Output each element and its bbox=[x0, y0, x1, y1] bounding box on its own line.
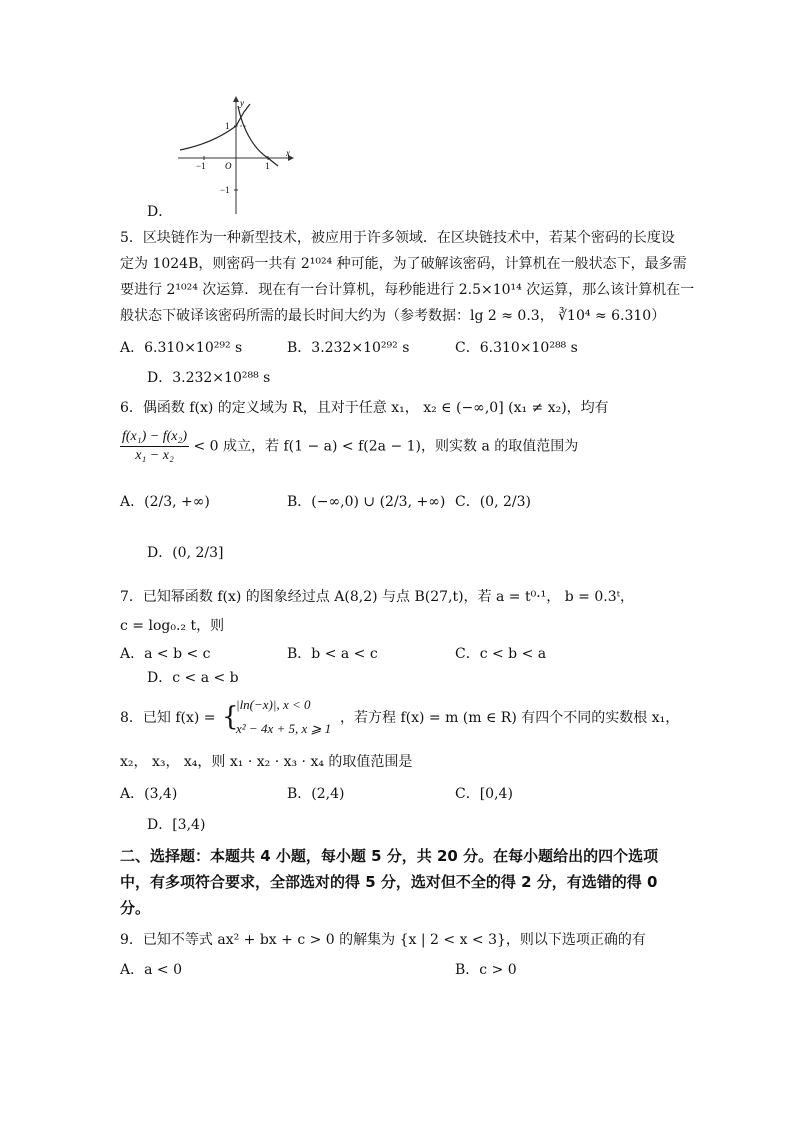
x-tick-neg1: −1 bbox=[196, 161, 206, 171]
x-tick-1: 1 bbox=[265, 161, 270, 171]
q9-option-b: B．c > 0 bbox=[455, 962, 517, 978]
q8-option-c: C．[0,4) bbox=[455, 786, 513, 802]
y-tick-1: 1 bbox=[225, 121, 230, 131]
q7-line-1: 7．已知幂函数 f(x) 的图象经过点 A(8,2) 与点 B(27,t)，若 a = t⁰·¹， b = 0.3ᵗ， bbox=[120, 589, 635, 605]
q6-option-b: B．(−∞,0) ∪ (2/3, +∞) bbox=[287, 494, 446, 510]
q6-option-d: D．(0, 2/3] bbox=[147, 545, 224, 561]
q9-option-a: A．a < 0 bbox=[120, 962, 182, 978]
q8-brace: { bbox=[222, 702, 239, 732]
q7-option-c: C．c < b < a bbox=[455, 646, 547, 662]
q8-option-d: D．[3,4) bbox=[147, 817, 206, 833]
function-graph bbox=[170, 96, 300, 218]
q6-option-c: C．(0, 2/3) bbox=[455, 494, 531, 510]
y-tick-neg1: −1 bbox=[220, 185, 230, 195]
q8-option-b: B．(2,4) bbox=[287, 786, 345, 802]
q5-line-2: 定为 1024B，则密码一共有 2¹⁰²⁴ 种可能，为了破解该密码，计算机在一般状态下，最多需 bbox=[120, 256, 687, 272]
section2-line-3: 分。 bbox=[120, 899, 151, 917]
q7-option-d: D．c < a < b bbox=[147, 670, 239, 686]
q5-line-1: 5．区块链作为一种新型技术，被应用于许多领域．在区块链技术中，若某个密码的长度设 bbox=[120, 230, 675, 246]
section2-line-1: 二、选择题：本题共 4 小题，每小题 5 分，共 20 分。在每小题给出的四个选项 bbox=[120, 847, 659, 865]
graph-option-label: D． bbox=[147, 204, 173, 220]
q8-case-2: x² − 4x + 5, x ⩾ 1 bbox=[236, 721, 332, 736]
q8-line-1-tail: ，若方程 f(x) = m (m ∈ R) 有四个不同的实数根 x₁， bbox=[340, 710, 680, 726]
q9-line-1: 9．已知不等式 ax² + bx + c > 0 的解集为 {x | 2 < x < 3}，则以下选项正确的有 bbox=[120, 932, 646, 948]
q5-option-b: B．3.232×10²⁹² s bbox=[287, 340, 410, 356]
q6-fraction bbox=[120, 428, 189, 465]
q6-frac-denominator: x₁ − x₂ bbox=[135, 448, 174, 463]
q5-line-3: 要进行 2¹⁰²⁴ 次运算．现在有一台计算机，每秒能进行 2.5×10¹⁴ 次运算，那么该计算机在一 bbox=[120, 282, 695, 298]
q5-line-4: 般状态下破译该密码所需的最长时间大约为（参考数据：lg 2 ≈ 0.3， ∛10⁴ ≈ 6.310） bbox=[120, 308, 666, 324]
y-label: y bbox=[240, 98, 244, 108]
q6-frac-numerator: f(x₁) − f(x₂) bbox=[120, 428, 189, 447]
q5-option-a: A．6.310×10²⁹² s bbox=[120, 340, 243, 356]
right-curve bbox=[238, 106, 278, 166]
q5-option-d: D．3.232×10²⁸⁸ s bbox=[147, 370, 271, 386]
q6-line-2 bbox=[120, 428, 578, 465]
q7-line-2: c = log₀.₂ t，则 bbox=[120, 618, 225, 634]
q7-option-b: B．b < a < c bbox=[287, 646, 378, 662]
q6-line-1: 6．偶函数 f(x) 的定义域为 R，且对于任意 x₁， x₂ ∈ (−∞,0] (x₁ ≠ x₂)，均有 bbox=[120, 400, 609, 416]
q6-line-2-tail: < 0 成立，若 f(1 − a) < f(2a − 1)，则实数 a 的取值范围为 bbox=[193, 438, 579, 455]
q5-option-c: C．6.310×10²⁸⁸ s bbox=[455, 340, 578, 356]
section2-line-2: 中，有多项符合要求，全部选对的得 5 分，选对但不全的得 2 分，有选错的得 0 bbox=[120, 873, 658, 891]
q6-option-a: A．(2/3, +∞) bbox=[120, 494, 210, 510]
q8-case-1: |ln(−x)|, x < 0 bbox=[236, 697, 311, 712]
origin-label: O bbox=[225, 161, 232, 171]
q8-prefix: 8．已知 f(x) = bbox=[120, 710, 216, 726]
q7-option-a: A．a < b < c bbox=[120, 646, 211, 662]
y-axis-arrow bbox=[233, 96, 239, 102]
q8-line-2: x₂， x₃， x₄，则 x₁ · x₂ · x₃ · x₄ 的取值范围是 bbox=[120, 754, 413, 770]
x-label: x bbox=[286, 148, 290, 158]
q8-option-a: A．(3,4) bbox=[120, 786, 178, 802]
